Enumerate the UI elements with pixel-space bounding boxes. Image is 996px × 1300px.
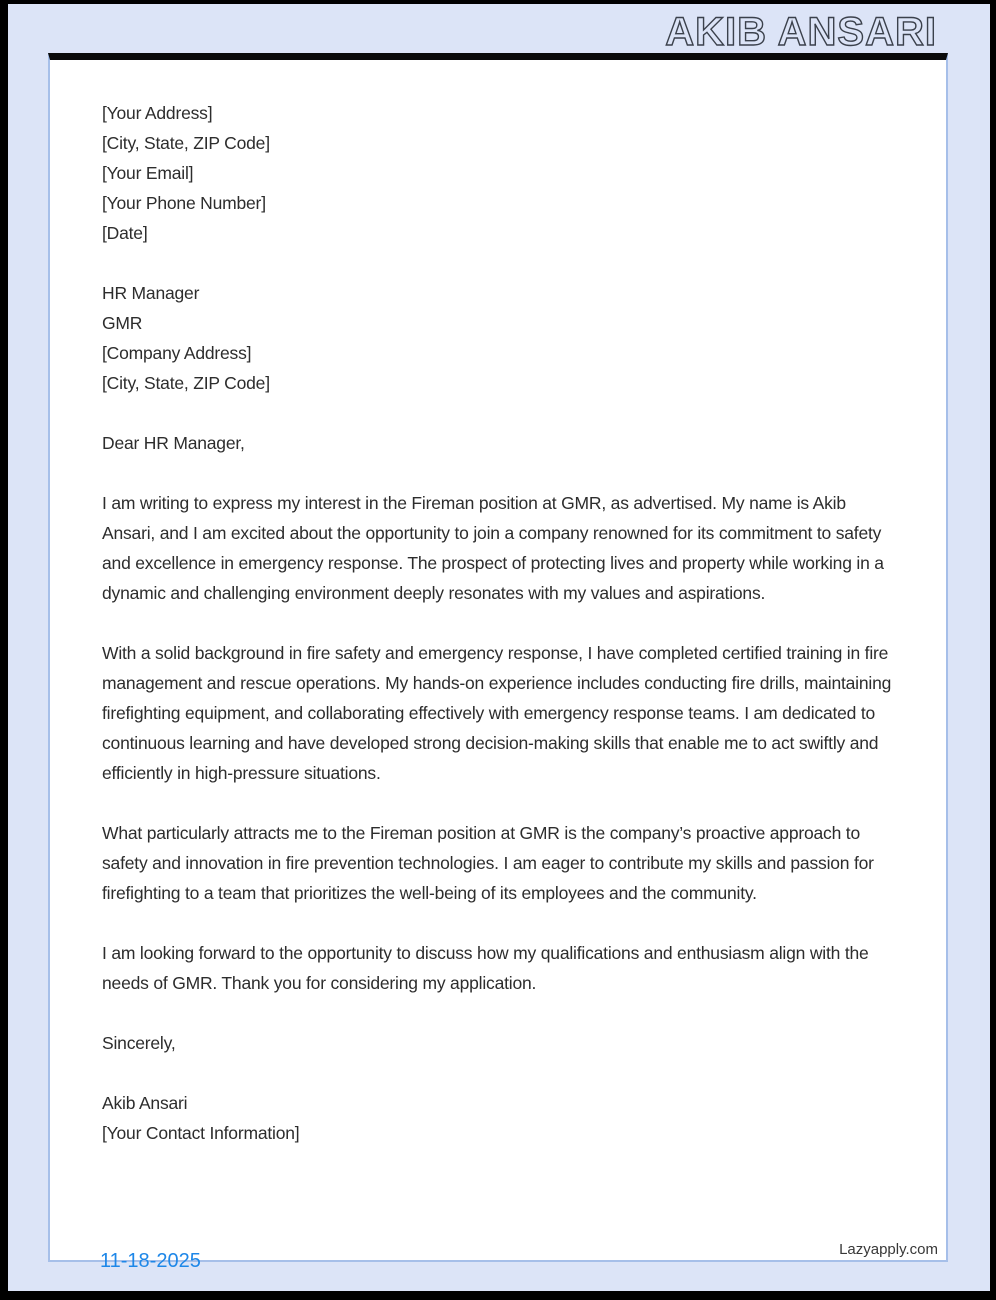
salutation: Dear HR Manager, — [102, 433, 245, 453]
recipient-address-block — [102, 278, 892, 398]
sender-email-line: [Your Email] — [102, 163, 194, 183]
sender-phone-line: [Your Phone Number] — [102, 193, 266, 213]
sender-date-line: [Date] — [102, 223, 148, 243]
signature-name: Akib Ansari — [102, 1093, 188, 1113]
body-paragraph-2: With a solid background in fire safety and emergency response, I have completed certified training in fire management and rescue operations. My hands-on experience includes conducting fire drills, maintaining firefighting equipment, and collaborating effectively with emergency response teams. I am dedicated to continuous learning and have developed strong decision-making skills that enable me to act swiftly and efficiently in high-pressure situations. — [102, 643, 892, 783]
body-paragraph-1: I am writing to express my interest in the Fireman position at GMR, as advertised. My name is Akib Ansari, and I am excited about the opportunity to join a company renowned for its commitment to safety and excellence in emergency response. The prospect of protecting lives and property while working in a dynamic and challenging environment deeply resonates with my values and aspirations. — [102, 493, 884, 603]
watermark-site-label: Lazyapply.com — [839, 1241, 938, 1258]
sender-city-line: [City, State, ZIP Code] — [102, 133, 270, 153]
closing: Sincerely, — [102, 1033, 176, 1053]
recipient-city-line: [City, State, ZIP Code] — [102, 373, 270, 393]
body-paragraph-4: I am looking forward to the opportunity to discuss how my qualifications and enthusiasm align with the needs of GMR. Thank you for considering my application. — [102, 943, 869, 993]
signature-contact: [Your Contact Information] — [102, 1123, 300, 1143]
body-paragraph-3: What particularly attracts me to the Fireman position at GMR is the company’s proactive approach to safety and innovation in fire prevention technologies. I am eager to contribute my skills and passion for firefighting to a team that prioritizes the well-being of its employees and the community. — [102, 823, 874, 903]
recipient-address-line: [Company Address] — [102, 343, 252, 363]
document-date: 11-18-2025 — [100, 1250, 201, 1272]
recipient-company-line: GMR — [102, 313, 143, 333]
sender-address-line: [Your Address] — [102, 103, 213, 123]
header-candidate-name: AKIB ANSARI — [665, 10, 937, 54]
signature-block — [102, 1088, 892, 1148]
cover-letter-content — [50, 60, 946, 1148]
sender-address-block — [102, 98, 892, 248]
recipient-title-line: HR Manager — [102, 283, 200, 303]
cover-letter-page — [48, 53, 948, 1262]
